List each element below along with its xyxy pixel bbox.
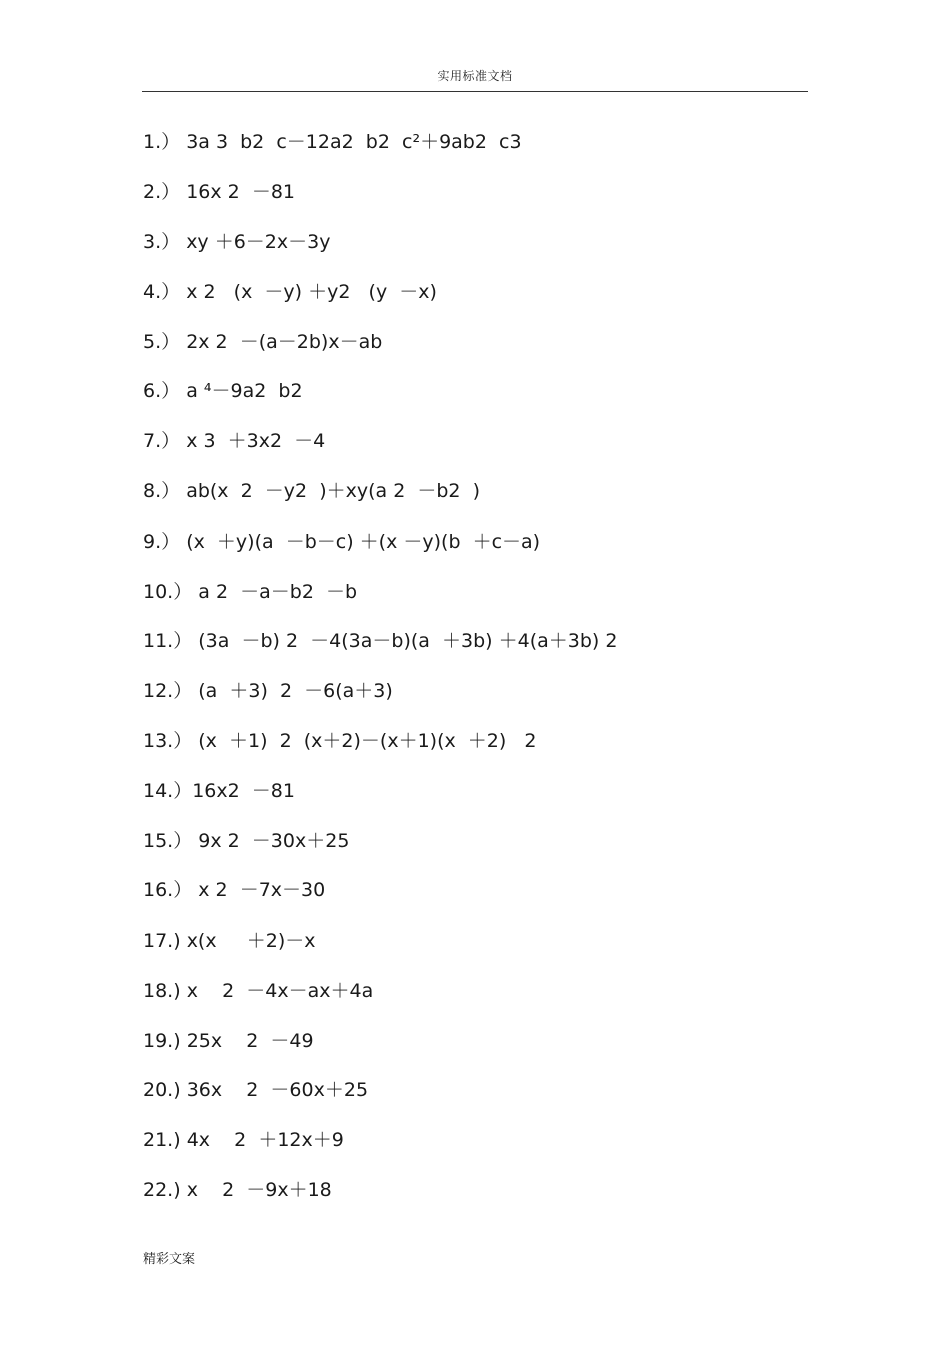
problem-number: 5.） [143,331,181,353]
problem-expression: 9x 2 －30x＋25 [198,830,350,852]
problem-item [143,929,316,953]
problem-number: 1.） [143,131,181,153]
problem-expression: 4x 2 ＋12x＋9 [186,1129,344,1151]
header-divider [142,91,808,92]
page-footer: 精彩文案 [143,1252,196,1267]
problem-number: 20.) [143,1079,181,1101]
problem-item [143,180,295,204]
problem-item [143,580,357,604]
problem-number: 15.） [143,830,193,852]
problem-expression: x(x ＋2)－x [186,930,316,952]
problem-item [143,979,373,1003]
problem-expression: x 2 －9x＋18 [186,1179,332,1201]
problem-expression: 25x 2 －49 [186,1030,314,1052]
problem-item [143,1178,332,1202]
problem-expression: x 2 －7x－30 [198,879,326,901]
problem-number: 22.) [143,1179,181,1201]
problem-item [143,1029,314,1053]
problem-number: 18.) [143,980,181,1002]
problem-number: 12.） [143,680,193,702]
problem-item [143,530,540,554]
problem-item [143,729,537,753]
problem-item [143,1128,344,1152]
problem-number: 11.） [143,630,193,652]
problem-expression: (a ＋3) 2 －6(a＋3) [198,680,393,702]
problem-number: 3.） [143,231,181,253]
problem-number: 10.） [143,581,193,603]
problem-item [143,629,617,653]
problem-number: 16.） [143,879,193,901]
problem-expression: 36x 2 －60x＋25 [186,1079,369,1101]
problem-expression: a ⁴－9a2 b2 [186,380,303,402]
problem-item [143,429,325,453]
problem-expression: (x ＋1) 2 (x＋2)－(x＋1)(x ＋2) 2 [198,730,537,752]
problem-expression: x 2 －4x－ax＋4a [186,980,374,1002]
problem-item [143,130,522,154]
problem-expression: x 3 ＋3x2 －4 [186,430,326,452]
problem-number: 6.） [143,380,181,402]
problem-number: 14.） [143,780,193,802]
problem-item [143,829,349,853]
problem-number: 7.） [143,430,181,452]
problem-number: 21.) [143,1129,181,1151]
problem-item [143,679,393,703]
problem-expression: 16x 2 －81 [186,181,295,203]
problem-expression: 3a 3 b2 c－12a2 b2 c²＋9ab2 c3 [186,131,522,153]
problem-item [143,230,330,254]
problem-number: 13.） [143,730,193,752]
problem-expression: 16x2 －81 [192,780,295,802]
problem-number: 2.） [143,181,181,203]
problem-number: 19.) [143,1030,181,1052]
problem-number: 4.） [143,281,181,303]
problem-item [143,878,325,902]
problem-expression: a 2 －a－b2 －b [198,581,358,603]
problem-item [143,379,303,403]
problem-item [143,779,295,803]
problem-number: 9.） [143,531,181,553]
problem-expression: (x ＋y)(a －b－c) ＋(x －y)(b ＋c－a) [186,531,541,553]
problem-item [143,330,382,354]
problem-item [143,280,437,304]
problem-number: 17.) [143,930,181,952]
problem-expression: x 2 (x －y) ＋y2 (y －x) [186,281,437,303]
problem-item [143,1078,368,1102]
problem-expression: (3a －b) 2 －4(3a－b)(a ＋3b) ＋4(a＋3b) 2 [198,630,618,652]
problem-expression: xy ＋6－2x－3y [186,231,331,253]
page-header: 实用标准文档 [437,69,513,83]
problem-number: 8.） [143,480,181,502]
problem-expression: ab(x 2 －y2 )＋xy(a 2 －b2 ) [186,480,481,502]
problem-expression: 2x 2 －(a－2b)x－ab [186,331,383,353]
problem-item [143,479,480,503]
